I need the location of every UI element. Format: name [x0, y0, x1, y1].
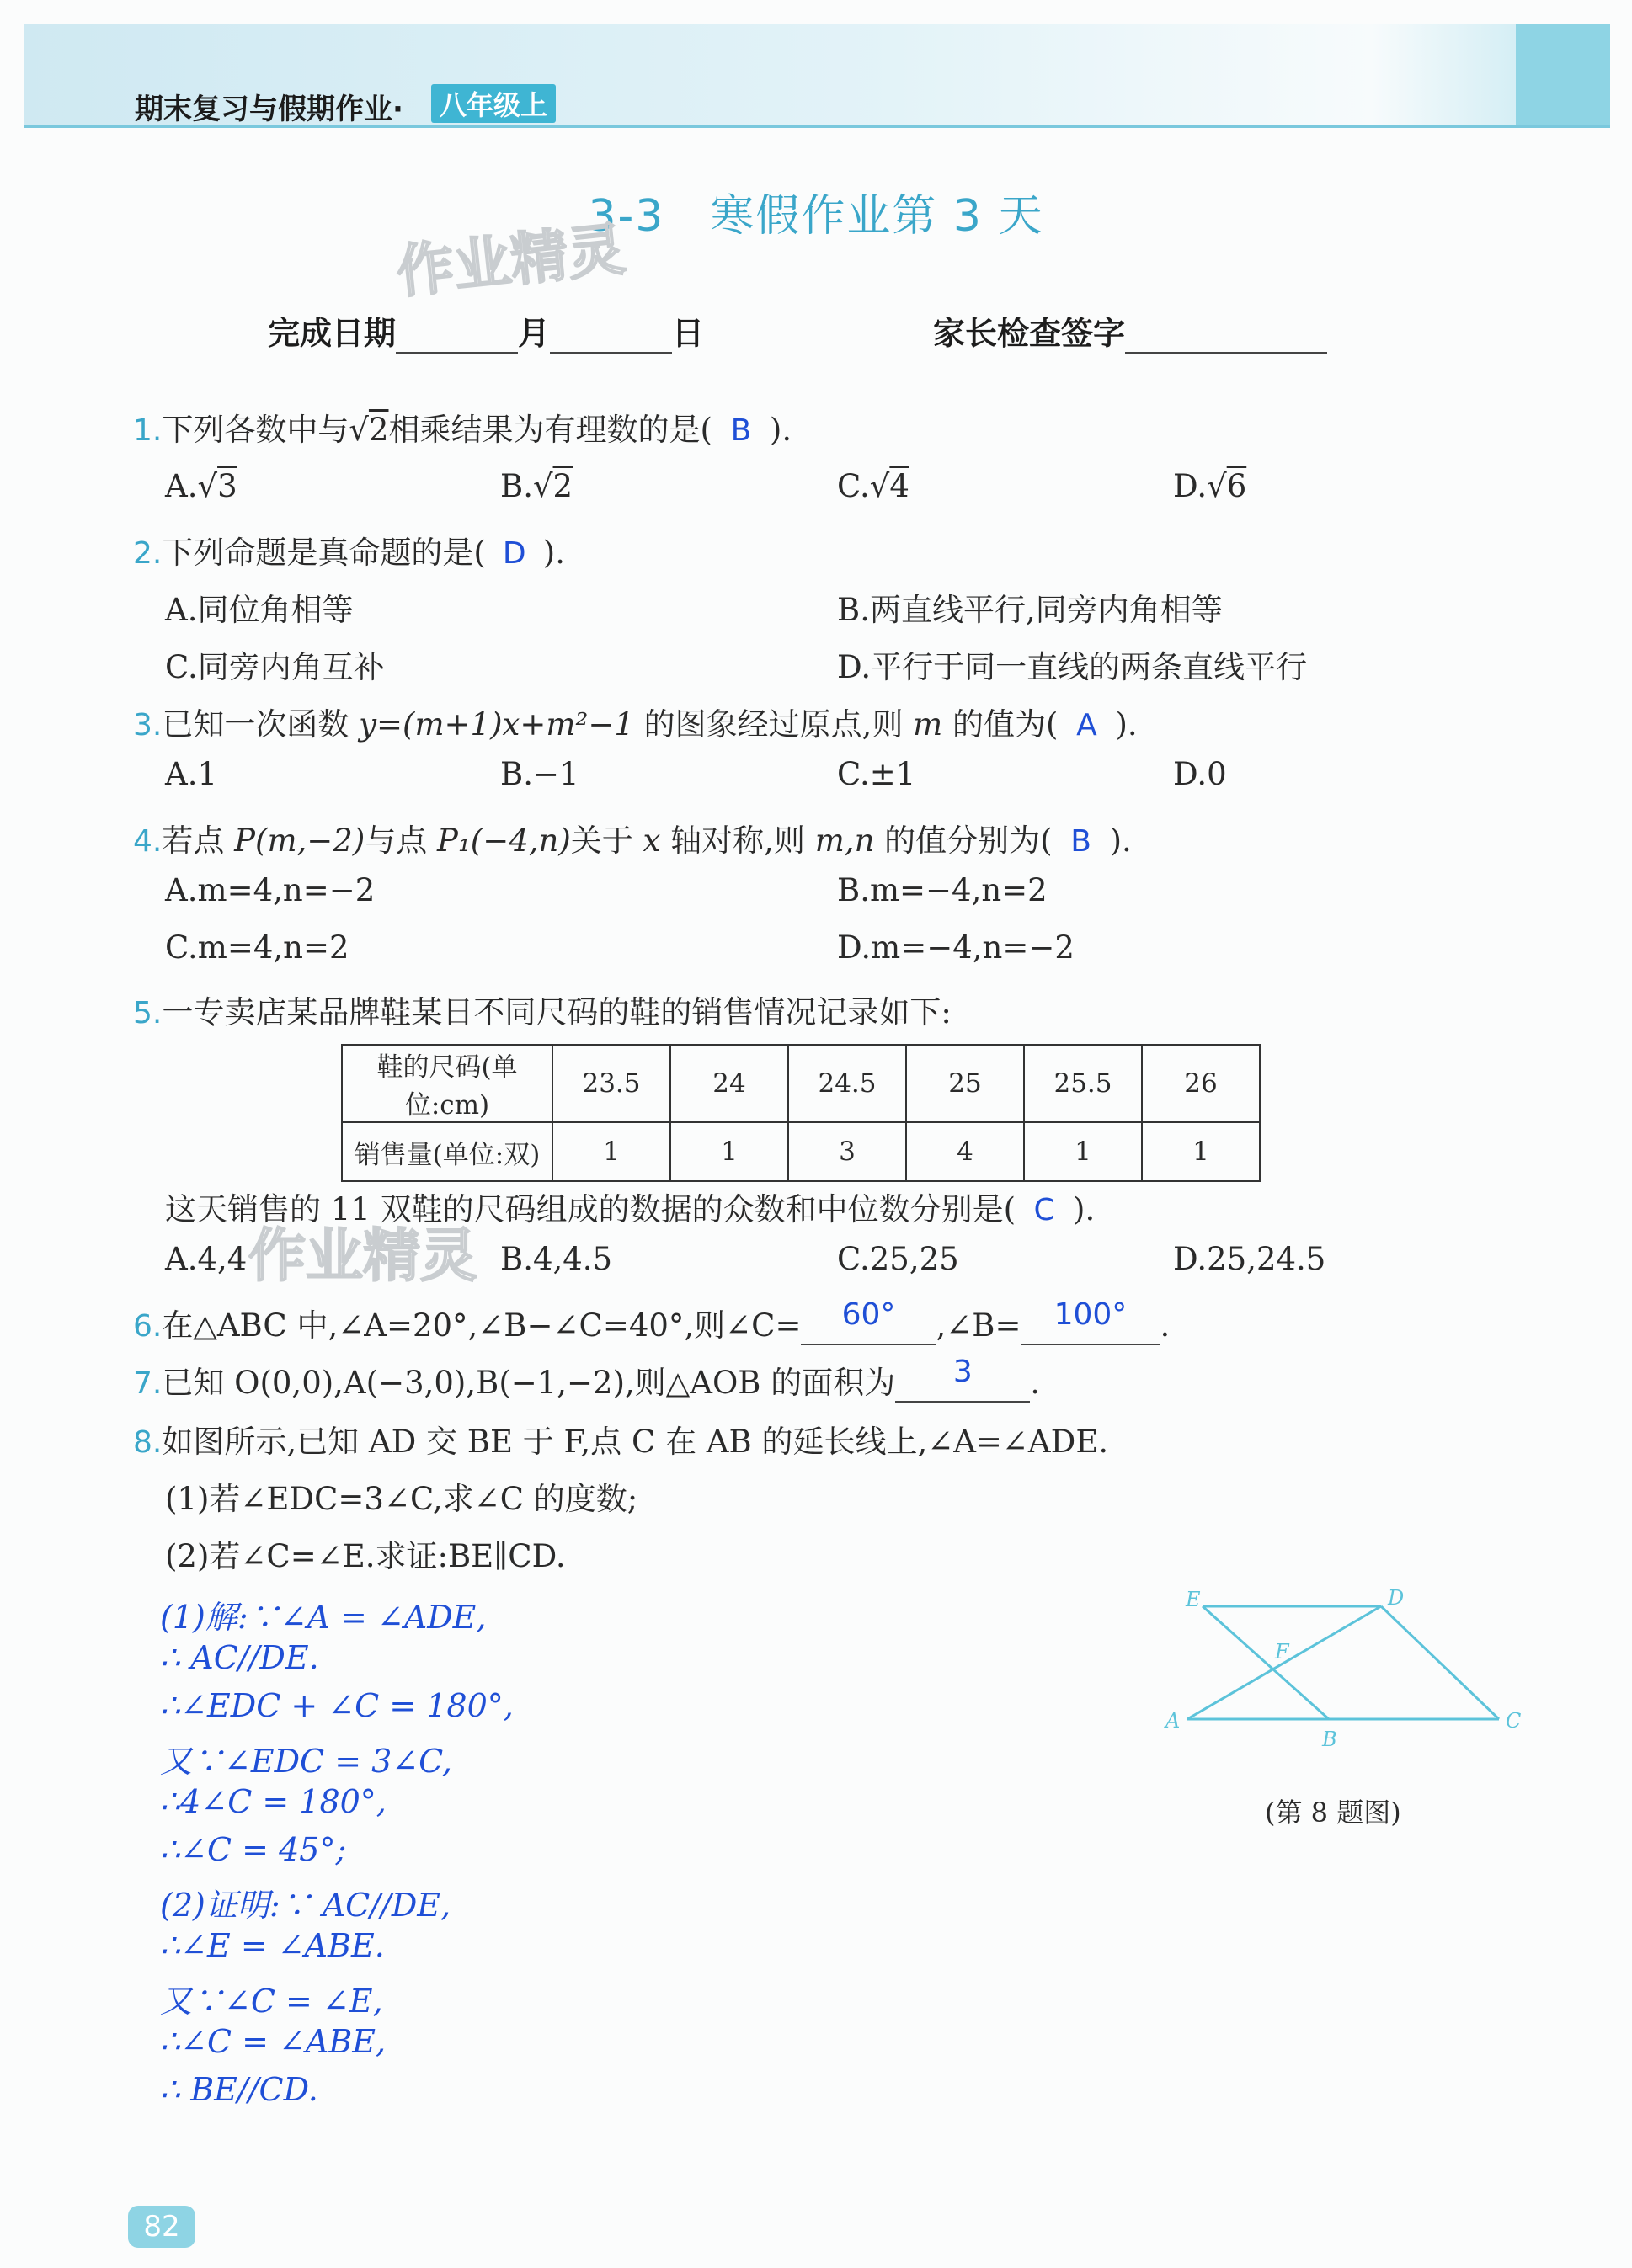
sqrt-2: √2 — [349, 412, 389, 448]
question-1 — [133, 404, 792, 450]
table-cell: 25.5 — [1024, 1045, 1142, 1122]
question-number: 3. — [133, 708, 163, 743]
stem-part: 若点 — [162, 823, 235, 859]
q1-option-c: C.√4 — [837, 468, 909, 504]
q1-option-d: D.√6 — [1173, 468, 1247, 504]
answer: 3 — [952, 1355, 973, 1389]
question-stem: 一专卖店某品牌鞋某日不同尺码的鞋的销售情况记录如下: — [162, 994, 952, 1030]
question-stem: 已知 O(0,0),A(−3,0),B(−1,−2),则△AOB 的面积为 — [162, 1365, 896, 1401]
question-stem: 如图所示,已知 AD 交 BE 于 F,点 C 在 AB 的延长线上,∠A=∠ADE. — [162, 1424, 1109, 1460]
answer: A — [1076, 708, 1097, 743]
answer: D — [502, 536, 526, 571]
row-header-size: 鞋的尺码(单位:cm) — [342, 1045, 552, 1122]
q5-option-a: A.4,4 — [165, 1241, 248, 1277]
question-stem: 在△ABC 中,∠A=20°,∠B−∠C=40°,则∠C= — [162, 1307, 802, 1344]
question-6 — [133, 1297, 1171, 1345]
q3-option-b: B.−1 — [500, 756, 579, 792]
label-A: A — [1165, 1709, 1181, 1733]
question-stem: 这天销售的 11 双鞋的尺码组成的数据的众数和中位数分别是( — [165, 1191, 1016, 1227]
label-B: B — [1322, 1728, 1337, 1751]
table-cell: 24 — [670, 1045, 788, 1122]
q3-option-a: A.1 — [165, 756, 218, 792]
q5-option-c: C.25,25 — [837, 1241, 959, 1277]
question-number: 8. — [133, 1425, 163, 1460]
q8-part-1: (1)若∠EDC=3∠C,求∠C 的度数; — [165, 1481, 638, 1517]
formula: y=(m+1)x+m²−1 — [359, 706, 634, 743]
page-number: 82 — [128, 2206, 195, 2248]
label-D: D — [1388, 1586, 1405, 1610]
stem-part: 的值为( — [942, 706, 1059, 743]
answer-blank-b[interactable] — [1021, 1297, 1160, 1345]
question-2 — [133, 527, 565, 572]
vars-mn: m,n — [814, 823, 875, 859]
answer: C — [1033, 1193, 1055, 1227]
table-cell: 1 — [552, 1122, 670, 1181]
question-number: 7. — [133, 1366, 163, 1401]
q3-option-c: C.±1 — [837, 756, 916, 792]
q4-option-b: B.m=−4,n=2 — [837, 872, 1048, 908]
q5-option-b: B.4,4.5 — [500, 1241, 613, 1277]
table-cell: 25 — [906, 1045, 1024, 1122]
stem-part: 的值分别为( — [874, 823, 1053, 859]
q1-option-b: B.√2 — [500, 468, 573, 504]
parent-signature — [933, 307, 1327, 354]
table-cell: 1 — [670, 1122, 788, 1181]
close-paren: ). — [1109, 823, 1132, 859]
table-cell: 1 — [1024, 1122, 1142, 1181]
signoff-line — [268, 307, 704, 354]
segment-DC — [1381, 1606, 1499, 1719]
q2-option-b: B.两直线平行,同旁内角相等 — [837, 592, 1223, 628]
variable: m — [913, 706, 943, 743]
question-3 — [133, 699, 1138, 744]
period: . — [1160, 1307, 1171, 1344]
section-title: 3-3 寒假作业第 3 天 — [588, 191, 1044, 242]
parent-label: 家长检查签字 — [933, 314, 1126, 352]
close-paren: ). — [542, 535, 565, 571]
question-number: 5. — [133, 996, 163, 1030]
solution-line: ∴ BE//CD. — [160, 2071, 318, 2108]
signature-blank[interactable] — [1125, 352, 1327, 354]
close-paren: ). — [769, 412, 792, 448]
close-paren: ). — [1115, 706, 1138, 743]
solution-line: ∴∠C = ∠ABE, — [160, 2023, 387, 2060]
q4-option-c: C.m=4,n=2 — [165, 929, 349, 966]
question-8 — [133, 1416, 1108, 1461]
stem-part: 已知一次函数 — [162, 706, 360, 743]
label-E: E — [1186, 1588, 1201, 1611]
watermark: 作业精灵 — [248, 1223, 478, 1290]
solution-line: 又∵∠EDC = 3∠C, — [160, 1743, 452, 1780]
question-5 — [133, 987, 952, 1032]
header-corner-tab — [1516, 24, 1610, 125]
axis-var: x — [643, 823, 661, 859]
question-number: 2. — [133, 536, 163, 571]
solution-line: 又∵∠C = ∠E, — [160, 1983, 383, 2020]
shoe-sales-table — [341, 1044, 1261, 1182]
answer-blank-c[interactable] — [801, 1297, 936, 1345]
solution-line: ∴ AC//DE. — [160, 1639, 319, 1676]
stem-part: 的图象经过原点,则 — [633, 706, 914, 743]
label-C: C — [1506, 1709, 1522, 1733]
day-label: 日 — [672, 314, 705, 352]
table-row — [342, 1122, 1260, 1181]
solution-line: (1)解:∵∠A = ∠ADE, — [160, 1599, 487, 1636]
table-cell: 4 — [906, 1122, 1024, 1181]
day-blank[interactable] — [550, 352, 672, 354]
geometry-figure — [1162, 1574, 1533, 1768]
question-number: 6. — [133, 1309, 163, 1344]
month-blank[interactable] — [396, 352, 518, 354]
table-cell: 26 — [1142, 1045, 1260, 1122]
solution-line: ∴4∠C = 180°, — [160, 1783, 387, 1820]
point-p1: P₁(−4,n) — [437, 823, 571, 859]
q3-option-d: D.0 — [1173, 756, 1227, 792]
question-stem: 下列各数中与 — [162, 412, 349, 448]
watermark: 作业精灵 — [393, 216, 629, 306]
stem-part: 关于 — [570, 823, 643, 859]
question-stem-rest: 相乘结果为有理数的是( — [388, 412, 712, 448]
close-paren: ). — [1073, 1191, 1096, 1227]
q5-option-d: D.25,24.5 — [1173, 1241, 1326, 1277]
answer: 60° — [841, 1297, 896, 1332]
figure-caption: (第 8 题图) — [1265, 1797, 1401, 1829]
table-cell: 24.5 — [788, 1045, 906, 1122]
grade-badge: 八年级上 — [431, 84, 556, 123]
q2-option-d: D.平行于同一直线的两条直线平行 — [837, 649, 1308, 685]
q2-option-a: A.同位角相等 — [165, 592, 354, 628]
stem-part: ,∠B= — [936, 1307, 1021, 1344]
q4-option-a: A.m=4,n=−2 — [165, 872, 376, 908]
table-row — [342, 1045, 1260, 1122]
label-F: F — [1275, 1640, 1289, 1664]
segment-EB — [1203, 1606, 1329, 1719]
q2-option-c: C.同旁内角互补 — [165, 649, 385, 685]
table-cell: 1 — [1142, 1122, 1260, 1181]
date-label: 完成日期 — [268, 314, 397, 352]
question-number: 1. — [133, 413, 163, 448]
question-number: 4. — [133, 824, 163, 859]
table-cell: 23.5 — [552, 1045, 670, 1122]
table-cell: 3 — [788, 1122, 906, 1181]
book-title: 期末复习与假期作业· — [135, 93, 403, 126]
q8-part-2: (2)若∠C=∠E.求证:BE∥CD. — [165, 1538, 566, 1574]
answer: B — [1070, 824, 1091, 859]
solution-line: ∴∠EDC + ∠C = 180°, — [160, 1687, 514, 1724]
answer: 100° — [1053, 1297, 1128, 1332]
q1-option-a: A.√3 — [165, 468, 237, 504]
month-label: 月 — [518, 314, 551, 352]
period: . — [1030, 1365, 1041, 1401]
point-p: P(m,−2) — [234, 823, 365, 859]
row-header-sales: 销售量(单位:双) — [342, 1122, 552, 1181]
solution-line: (2)证明:∵ AC//DE, — [160, 1887, 451, 1924]
stem-part: 与点 — [365, 823, 438, 859]
question-7 — [133, 1357, 1040, 1403]
answer-blank[interactable] — [895, 1355, 1030, 1403]
stem-part: 轴对称,则 — [660, 823, 815, 859]
question-stem: 下列命题是真命题的是( — [162, 535, 486, 571]
solution-line: ∴∠E = ∠ABE. — [160, 1927, 385, 1964]
question-4 — [133, 815, 1132, 860]
solution-line: ∴∠C = 45°; — [160, 1831, 347, 1868]
answer: B — [730, 413, 752, 448]
q4-option-d: D.m=−4,n=−2 — [837, 929, 1075, 966]
